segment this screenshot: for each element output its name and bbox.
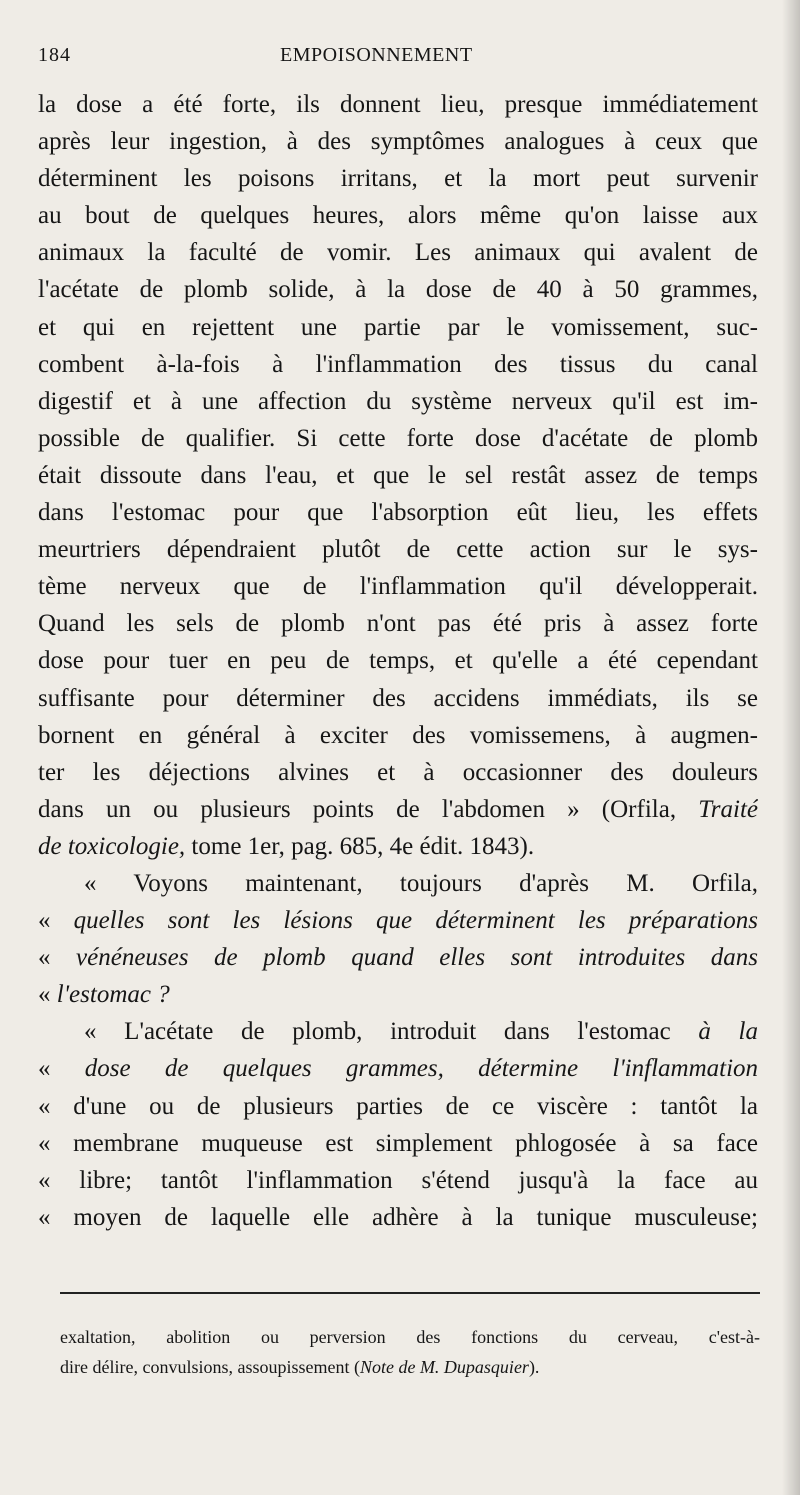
text-line: possible de qualifier. Si cette forte dose d'acétate de plomb [38,424,758,452]
text-line: dose pour tuer en peu de temps, et qu'elle a été cependant [38,647,758,675]
quote-mark: « [38,907,74,935]
quote-mark: « [38,1055,85,1083]
text-line: déterminent les poisons irritans, et la mort peut survenir [38,165,758,193]
text-line: au bout de quelques heures, alors même qu'on laisse aux [38,202,758,230]
page-number: 184 [38,44,71,66]
text-line: suffisante pour déterminer des accidens immédiats, ils se [38,684,758,712]
italic-run: à la [698,1018,758,1046]
italic-question: l'estomac ? [56,981,170,1009]
footnote-rule [60,1292,760,1294]
page-header [38,44,738,74]
text-line: « membrane muqueuse est simplement phlogosée à sa face [38,1129,758,1157]
footnote-attribution: Note de M. Dupasquier [359,1357,529,1377]
text-line: meurtriers dépendraient plutôt de cette action sur le sys- [38,536,758,564]
body-text [38,86,758,1236]
footnote-line [60,1352,760,1382]
text-line [38,1013,758,1050]
text-line: était dissoute dans l'eau, et que le sel restât assez de temps [38,461,758,489]
text-line: « libre; tantôt l'inflammation s'étend jusqu'à la face au [38,1166,758,1194]
text-run: dans un ou plusieurs points de l'abdomen » (Orfila, [38,795,699,823]
italic-question: quelles sont les lésions que déterminent les préparations [73,907,758,935]
text-line [38,791,758,828]
text-line: Quand les sels de plomb n'ont pas été pris à assez forte [38,610,758,638]
text-line [38,902,758,939]
text-line: digestif et à une affection du système nerveux qu'il est im- [38,387,758,415]
text-line: l'acétate de plomb solide, à la dose de 40 à 50 grammes, [38,276,758,304]
running-head: EMPOISONNEMENT [280,44,473,66]
book-title-italic: de toxicologie, [38,832,186,860]
italic-run: dose de quelques grammes, détermine l'inflammation [84,1055,758,1083]
text-line: et qui en rejettent une partie par le vomissement, suc- [38,313,758,341]
text-line: bornent en général à exciter des vomissemens, à augmen- [38,721,758,749]
quote-mark: « [38,981,57,1009]
text-line [38,828,758,865]
text-line: « moyen de laquelle elle adhère à la tunique musculeuse; [38,1203,758,1231]
text-line: ter les déjections alvines et à occasionner des douleurs [38,758,758,786]
text-line: après leur ingestion, à des symptômes analogues à ceux que [38,128,758,156]
book-title-italic: Traité [698,795,758,823]
text-line: animaux la faculté de vomir. Les animaux qui avalent de [38,239,758,267]
page-edge-shadow [782,0,800,1495]
text-line [38,939,758,976]
text-run: « L'acétate de plomb, introduit dans l'estomac [84,1018,699,1046]
italic-question: vénéneuses de plomb quand elles sont introduites dans [76,944,758,972]
footnote-text: ). [528,1357,540,1377]
text-line: dans l'estomac pour que l'absorption eût lieu, les effets [38,499,758,527]
footnote [60,1322,760,1382]
text-line: la dose a été forte, ils donnent lieu, presque immédiatement [38,91,758,118]
footnote-text: dire délire, convulsions, assoupissement ( [60,1357,360,1377]
footnote-line: exaltation, abolition ou perversion des fonctions du cerveau, c'est-à- [60,1327,760,1347]
text-line: « d'une ou de plusieurs parties de ce viscère : tantôt la [38,1092,758,1120]
text-line [38,1050,758,1087]
text-line: « Voyons maintenant, toujours d'après M. Orfila, [84,869,758,897]
quote-mark: « [38,944,77,972]
citation-details: tome 1er, pag. 685, 4e édit. 1843). [185,832,535,860]
text-line: tème nerveux que de l'inflammation qu'il développerait. [38,573,758,601]
text-line [38,976,758,1013]
text-line: combent à-la-fois à l'inflammation des tissus du canal [38,350,758,378]
